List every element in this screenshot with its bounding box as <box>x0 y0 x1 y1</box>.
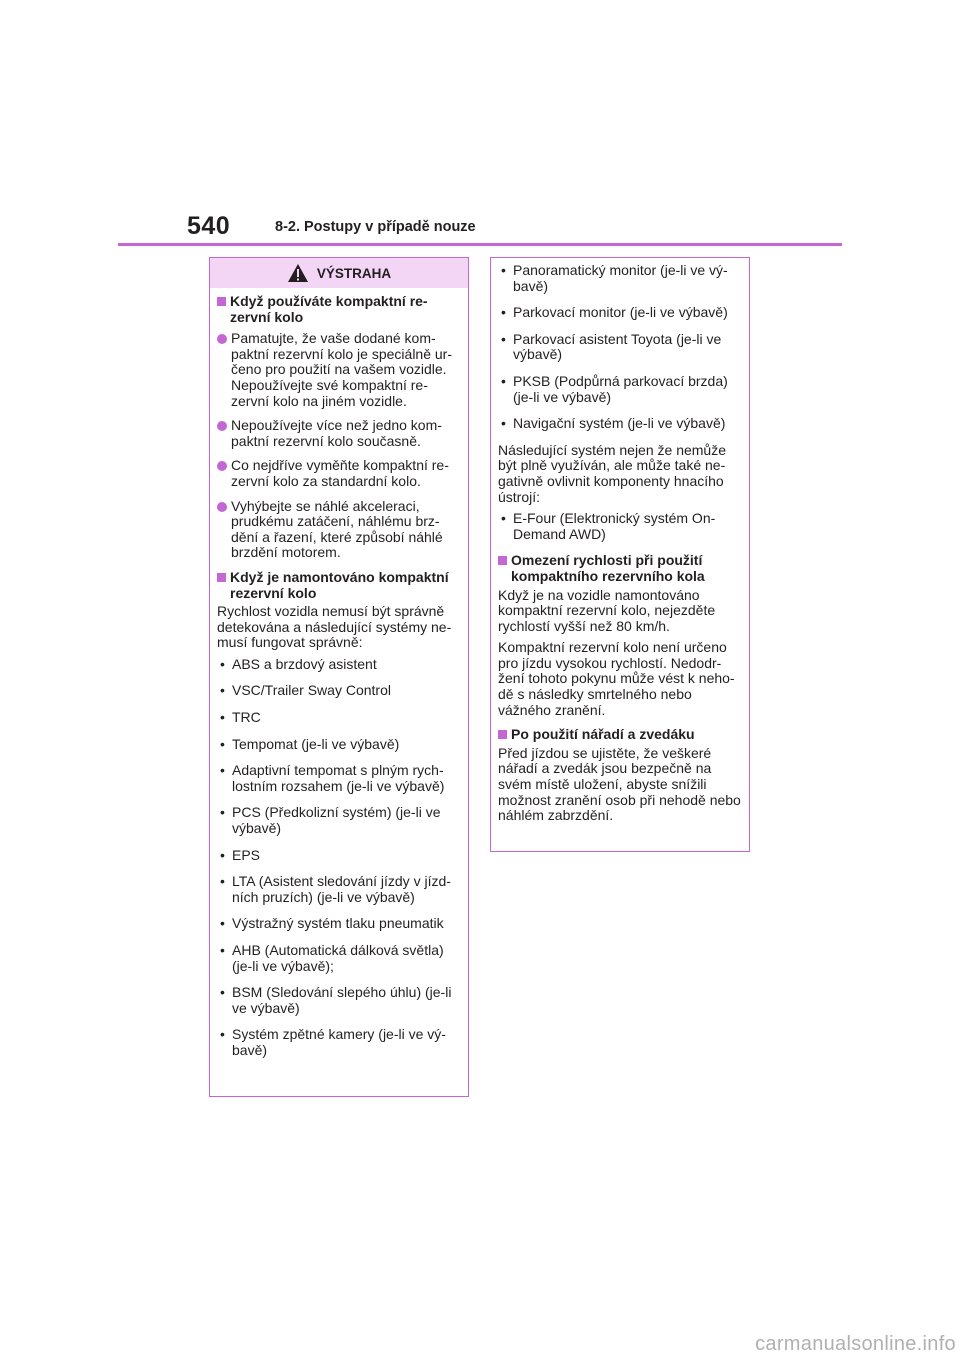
paragraph: Před jízdou se ujistěte, že veškeré nářadí a zvedák jsou bezpečně na svém místě uložení, abyste snížili možnost zranění osob při nehodě nebo náhlém zabrzdění. <box>498 744 741 824</box>
bullet-icon: • <box>220 1026 225 1043</box>
paragraph: Následující systém nejen že nemůže být plně využíván, ale může také ne-gativně ovlivnit komponenty hnacího ústrojí: <box>498 441 726 505</box>
list-item-text: EPS <box>232 846 261 863</box>
bullet-icon: • <box>220 915 225 932</box>
list-item <box>217 737 462 753</box>
bullet-icon: • <box>501 304 506 321</box>
list-item <box>217 874 462 905</box>
bullet-icon: • <box>501 330 506 347</box>
circle-bullet-item <box>217 331 462 409</box>
paragraph: Když je na vozidle namontováno kompaktní rezervní kolo, nejezděte rychlostí vyšší než 80 km/h. <box>498 586 716 634</box>
list-item <box>217 683 462 699</box>
list-item-text: Systém zpětné kamery (je-li ve vý-bavě) <box>232 1026 446 1058</box>
bullet-icon: • <box>220 762 225 779</box>
subheading <box>498 553 743 584</box>
list-item-text: Tempomat (je-li ve výbavě) <box>232 735 400 752</box>
list-item <box>217 916 462 932</box>
circle-bullet-icon <box>217 334 227 344</box>
circle-bullet-icon <box>217 421 227 431</box>
bullet-icon: • <box>501 415 506 432</box>
warning-header <box>210 258 468 288</box>
list-item <box>217 805 462 836</box>
list-item <box>498 305 743 321</box>
page-number: 540 <box>187 212 231 240</box>
warning-title: VÝSTRAHA <box>316 265 392 281</box>
circle-bullet-icon <box>217 502 227 512</box>
section-title: 8-2. Postupy v případě nouze <box>275 219 476 235</box>
list-item-text: Panoramatický monitor (je-li ve vý-bavě) <box>513 262 728 294</box>
warning-box-left <box>209 257 469 1097</box>
bullet-icon: • <box>220 804 225 821</box>
list-item <box>217 1027 462 1058</box>
subheading-text: Když je namontováno kompaktní rezervní kolo <box>230 568 449 601</box>
warning-triangle-icon <box>287 263 309 283</box>
list-item <box>217 943 462 974</box>
circle-bullet-item <box>217 418 462 449</box>
list-item-text: E-Four (Elektronický systém On-Demand AWD) <box>513 510 716 542</box>
bullet-icon: • <box>220 873 225 890</box>
list-item <box>217 763 462 794</box>
list-item-text: BSM (Sledování slepého úhlu) (je-li ve výbavě) <box>232 984 452 1016</box>
list-item-text: LTA (Asistent sledování jízdy v jízd-ních pruzích) (je-li ve výbavě) <box>232 873 451 905</box>
list-item-text: TRC <box>232 709 261 726</box>
subheading <box>217 570 462 601</box>
list-item-text: Parkovací monitor (je-li ve výbavě) <box>513 304 728 321</box>
bullet-icon: • <box>501 510 506 527</box>
circle-bullet-item <box>217 458 462 489</box>
subheading-text: Když používáte kompaktní re-zervní kolo <box>230 293 428 325</box>
list-item-text: ABS a brzdový asistent <box>232 655 377 672</box>
subheading-text: Po použití nářadí a zvedáku <box>511 726 695 743</box>
bullet-icon: • <box>220 846 225 863</box>
circle-bullet-icon <box>217 461 227 471</box>
circle-item-text: Vyhýbejte se náhlé akceleraci, prudkému zatáčení, náhlému brz-dění a řazení, které způsobí náhlé brzdění motorem. <box>231 497 443 561</box>
list-item <box>217 985 462 1016</box>
list-item-text: PCS (Předkolizní systém) (je-li ve výbavě) <box>232 804 441 837</box>
subheading <box>217 294 462 325</box>
list-item <box>498 416 743 432</box>
list-item <box>217 848 462 864</box>
warning-box-right <box>490 257 750 852</box>
list-item-text: Adaptivní tempomat s plným rych-lostním rozsahem (je-li ve výbavě) <box>232 762 445 794</box>
list-item-text: PKSB (Podpůrná parkovací brzda) (je-li ve výbavě) <box>513 372 728 405</box>
paragraph: Kompaktní rezervní kolo není určeno pro jízdu vysokou rychlostí. Nedodr-žení tohoto pokynu může vést k neho-dě s následky smrtelného nebo vážného zranění. <box>498 639 735 718</box>
bullet-icon: • <box>501 372 506 389</box>
square-bullet-icon <box>217 573 226 582</box>
list-item-text: AHB (Automatická dálková světla) (je-li ve výbavě); <box>232 942 444 974</box>
list-item <box>498 511 743 542</box>
list-item-text: Navigační systém (je-li ve výbavě) <box>513 415 726 432</box>
bullet-icon: • <box>501 262 506 278</box>
bullet-icon: • <box>220 709 225 726</box>
list-item <box>498 332 743 363</box>
watermark: carmanualsonline.info <box>755 1333 956 1355</box>
list-item <box>498 374 743 405</box>
circle-item-text: Pamatujte, že vaše dodané kom-paktní rezervní kolo je speciálně ur-čeno pro použití na vašem vozidle. Nepoužívejte své kompaktní re-zervní kolo na jiném vozidle. <box>231 330 452 409</box>
bullet-icon: • <box>220 682 225 699</box>
paragraph: Rychlost vozidla nemusí být správně detekována a následující systémy ne-musí fungovat správně: <box>217 603 452 651</box>
square-bullet-icon <box>498 730 507 739</box>
circle-bullet-item <box>217 499 462 561</box>
list-item <box>217 710 462 726</box>
list-item <box>498 263 743 294</box>
list-item-text: Parkovací asistent Toyota (je-li ve výbavě) <box>513 330 722 363</box>
subheading-text: Omezení rychlosti při použití kompaktního rezervního kola <box>511 552 705 584</box>
bullet-icon: • <box>220 942 225 958</box>
header-divider <box>118 243 842 246</box>
circle-item-text: Co nejdříve vyměňte kompaktní re-zervní kolo za standardní kolo. <box>231 457 449 489</box>
square-bullet-icon <box>498 556 507 565</box>
bullet-icon: • <box>220 655 225 672</box>
subheading <box>498 727 743 743</box>
list-item-text: Výstražný systém tlaku pneumatik <box>232 915 444 932</box>
list-item <box>217 657 462 673</box>
bullet-icon: • <box>220 735 225 752</box>
bullet-icon: • <box>220 984 225 1001</box>
square-bullet-icon <box>217 297 226 306</box>
circle-item-text: Nepoužívejte více než jedno kom-paktní rezervní kolo současně. <box>231 417 442 449</box>
list-item-text: VSC/Trailer Sway Control <box>232 682 391 699</box>
